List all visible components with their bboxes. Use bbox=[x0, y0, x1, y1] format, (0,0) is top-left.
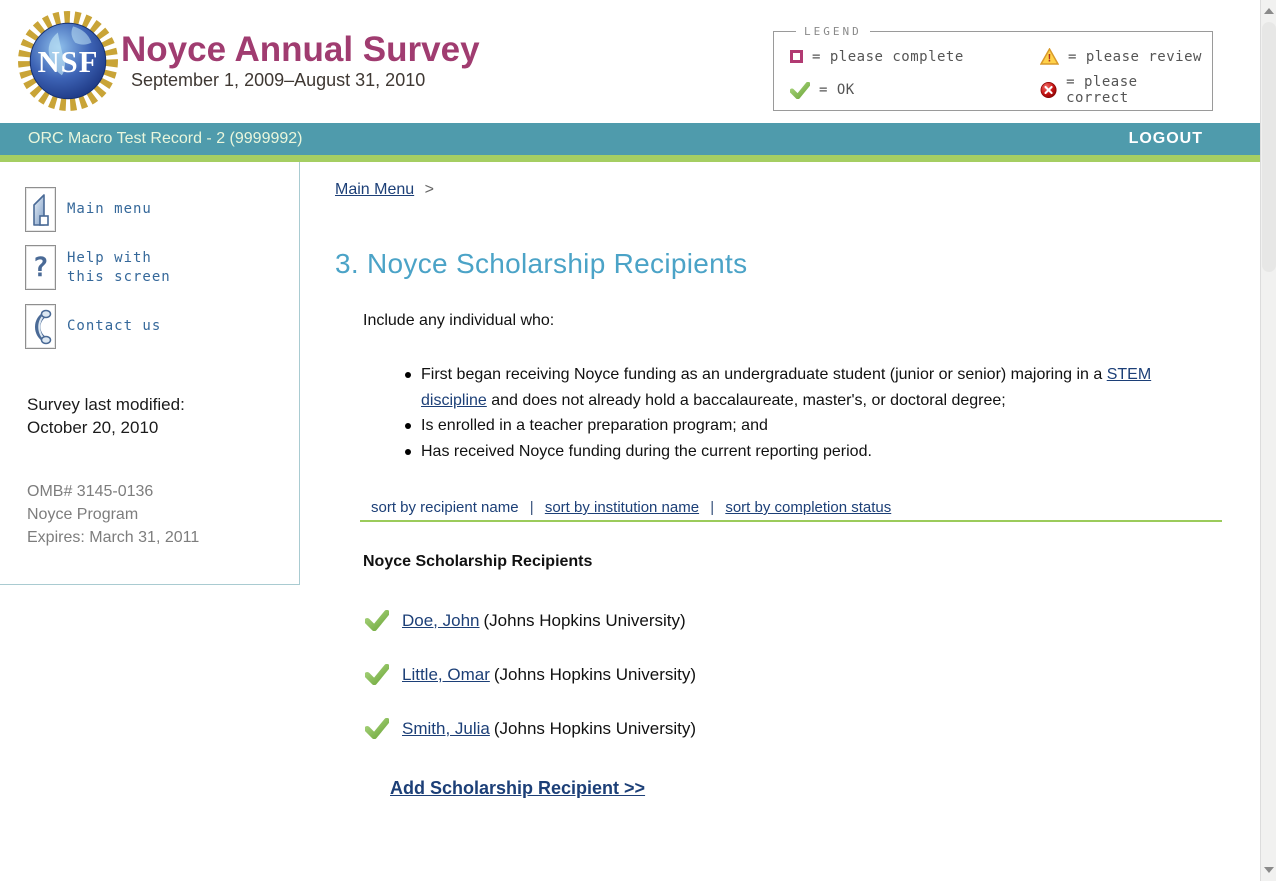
recipient-institution: (Johns Hopkins University) bbox=[483, 610, 686, 630]
green-divider bbox=[0, 155, 1260, 162]
sidebar-item-label: Contact us bbox=[67, 318, 162, 334]
recipient-institution: (Johns Hopkins University) bbox=[493, 718, 697, 738]
error-circle-icon bbox=[1040, 81, 1057, 99]
sidebar-item-label: Help with this screen bbox=[67, 249, 171, 285]
sort-by-recipient-name[interactable]: sort by recipient name bbox=[371, 499, 519, 516]
help-icon: ? bbox=[25, 245, 56, 290]
legend-item-correct bbox=[1040, 74, 1202, 106]
record-title: ORC Macro Test Record - 2 (9999992) bbox=[28, 130, 303, 147]
recipients-list-title: Noyce Scholarship Recipients bbox=[363, 553, 593, 570]
sidebar-item-help[interactable] bbox=[25, 245, 171, 290]
breadcrumb-separator: > bbox=[424, 181, 434, 198]
stem-discipline-link[interactable]: STEM discipline bbox=[421, 366, 1152, 409]
criteria-list bbox=[404, 362, 1216, 464]
recipient-row bbox=[365, 664, 696, 685]
header bbox=[0, 0, 1260, 123]
recipient-institution: (Johns Hopkins University) bbox=[493, 664, 697, 684]
sort-by-institution-link[interactable]: sort by institution name bbox=[544, 499, 700, 516]
home-icon bbox=[25, 187, 56, 232]
sort-separator: | bbox=[710, 499, 715, 516]
breadcrumb-main-menu-link[interactable]: Main Menu bbox=[335, 181, 415, 198]
legend-item-ok bbox=[790, 74, 1040, 106]
scroll-up-icon[interactable] bbox=[1264, 8, 1274, 14]
legend-item-text: = please correct bbox=[1066, 74, 1138, 106]
page-title: 3. Noyce Scholarship Recipients bbox=[335, 248, 748, 279]
phone-icon bbox=[25, 304, 56, 349]
legend-item-text: = please review bbox=[1068, 48, 1202, 65]
app-title: Noyce Annual Survey bbox=[121, 30, 480, 69]
survey-last-modified: Survey last modified: October 20, 2010 bbox=[27, 395, 185, 437]
record-bar bbox=[0, 123, 1260, 155]
sidebar bbox=[0, 162, 300, 585]
sort-by-status-link[interactable]: sort by completion status bbox=[725, 499, 892, 516]
legend-item-text: = please complete bbox=[812, 48, 964, 65]
svg-text:NSF: NSF bbox=[37, 45, 99, 80]
svg-text:!: ! bbox=[1047, 52, 1052, 65]
incomplete-square-icon bbox=[790, 50, 803, 63]
legend-item-review bbox=[1040, 48, 1202, 65]
ok-check-icon bbox=[365, 718, 389, 739]
add-scholarship-recipient-link[interactable]: Add Scholarship Recipient >> bbox=[390, 778, 646, 798]
main-content bbox=[335, 162, 1260, 881]
sidebar-item-contact[interactable] bbox=[25, 304, 161, 349]
legend-item-complete bbox=[790, 48, 1040, 65]
recipient-name-link[interactable]: Doe, John bbox=[402, 610, 480, 630]
green-rule bbox=[360, 520, 1222, 522]
sidebar-item-main-menu[interactable] bbox=[25, 187, 152, 232]
legend-box bbox=[773, 25, 1213, 111]
criteria-item: Has received Noyce funding during the current reporting period. bbox=[404, 439, 1216, 465]
scrollbar-thumb[interactable] bbox=[1262, 22, 1276, 272]
nsf-logo bbox=[17, 10, 119, 112]
intro-text: Include any individual who: bbox=[363, 312, 555, 329]
ok-check-icon bbox=[365, 610, 389, 631]
app-subtitle: September 1, 2009–August 31, 2010 bbox=[131, 70, 426, 90]
criteria-item: Is enrolled in a teacher preparation program; and bbox=[404, 413, 1216, 439]
logout-link[interactable]: LOGOUT bbox=[1128, 130, 1203, 147]
omb-info: OMB# 3145-0136 Noyce Program Expires: March 31, 2011 bbox=[27, 483, 200, 546]
ok-check-icon bbox=[365, 664, 389, 685]
warning-triangle-icon bbox=[1040, 48, 1059, 65]
criteria-item: First began receiving Noyce funding as an undergraduate student (junior or senior) majoring in a STEM discipline and does not already hold a baccalaureate, master's, or doctoral degree; bbox=[404, 362, 1216, 413]
sort-links bbox=[371, 499, 891, 516]
legend-item-text: = OK bbox=[819, 82, 855, 98]
recipient-row bbox=[365, 718, 696, 739]
breadcrumb bbox=[335, 181, 434, 199]
sidebar-item-label: Main menu bbox=[67, 201, 152, 217]
legend-label: LEGEND bbox=[796, 25, 870, 38]
scroll-down-icon[interactable] bbox=[1264, 867, 1274, 873]
recipient-name-link[interactable]: Smith, Julia bbox=[402, 718, 490, 738]
sort-separator: | bbox=[529, 499, 534, 516]
vertical-scrollbar[interactable] bbox=[1260, 0, 1276, 881]
recipient-name-link[interactable]: Little, Omar bbox=[402, 664, 490, 684]
recipient-row bbox=[365, 610, 686, 631]
ok-check-icon bbox=[790, 82, 810, 99]
